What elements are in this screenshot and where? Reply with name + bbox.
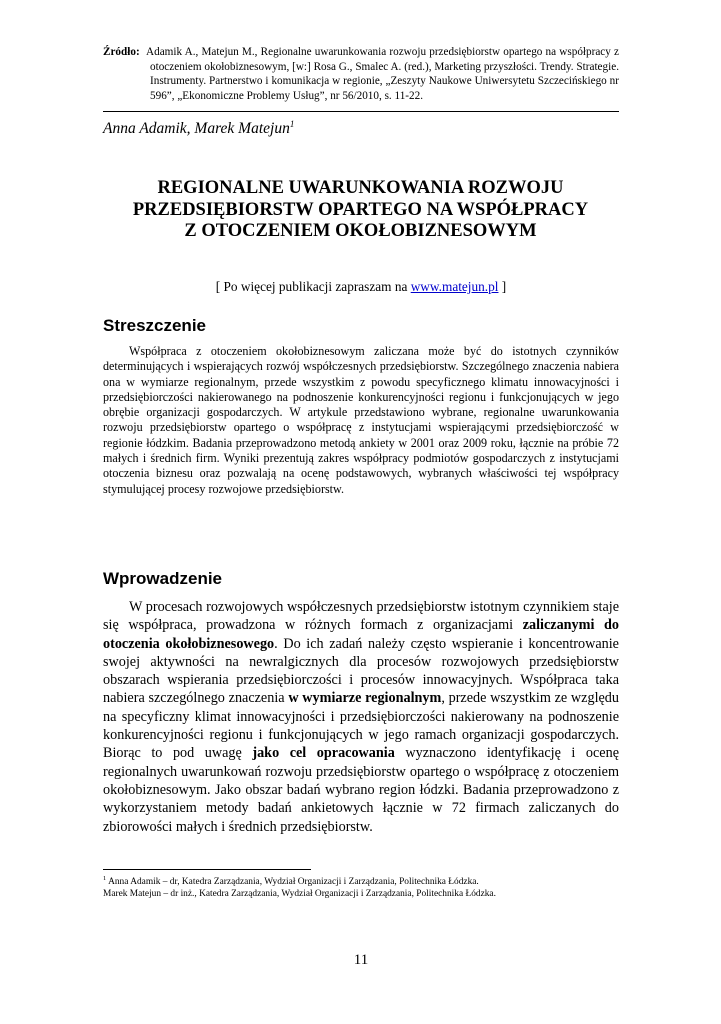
author-names: Anna Adamik, Marek Matejun [103, 120, 290, 137]
abstract-text: Współpraca z otoczeniem okołobiznesowym zaliczana może być do istotnych czynników determinujących i wspierających rozwój współczesnych przedsiębiorstw. Szczególnego znaczenia nabiera ona w wymiarze regionalnym, przede wszystkim z powodu specyficznego klimatu innowacyjności i przedsiębiorczości nakierowanego na podnoszenie konkurencyjności regionu i funkcjonujących w jego obrębie organizacji gospodarczych. W artykule przedstawiono wybrane, regionalne uwarunkowania rozwoju przedsiębiorstw opartego o współpracę z instytucjami wspierającymi przedsiębiorczość w regionie łódzkim. Badania przeprowadzono metodą ankiety w 2001 oraz 2009 roku, łącznie na próbie 72 małych i średnich firm. Wyniki prezentują zakres współpracy podmiotów gospodarczych z instytucjami otoczenia biznesu oraz pozwalają na ocenę podstawowych, wybranych właściwości tej współpracy stymulującej procesy rozwojowe przedsiębiorstw. [103, 344, 619, 496]
article-title [80, 178, 641, 243]
promo-prefix: [ Po więcej publikacji zapraszam na [215, 279, 411, 294]
publications-promo [103, 279, 619, 295]
source-citation [103, 45, 619, 103]
header-divider [103, 111, 619, 112]
website-link[interactable]: www.matejun.pl [410, 279, 499, 294]
title-line-2: PRZEDSIĘBIORSTW OPARTEGO NA WSPÓŁPRACY [132, 199, 589, 220]
intro-text-part-3: , przede wszystkim ze względu na specyficzny klimat innowacyjności i przedsiębiorczości nakierowany na podnoszenie konkurencyjności regionu i funkcjonujących w jego ramach organizacji gospodarczych. Biorąc to pod uwagę [103, 690, 619, 762]
intro-bold-1: zaliczanymi do otoczenia okołobiznesowego [103, 617, 619, 652]
intro-text-part-1: W procesach rozwojowych współczesnych przedsiębiorstw istotnym czynnikiem staje się współpraca, prowadzona w różnych formach z organizacjami [103, 599, 619, 634]
footnote-divider [103, 869, 311, 870]
intro-text [103, 598, 619, 836]
footnote-line-1: Anna Adamik – dr, Katedra Zarządzania, Wydział Organizacji i Zarządzania, Politechnika Łódzka. [106, 877, 479, 887]
authors [103, 120, 294, 138]
source-label: Źródło: [103, 46, 140, 58]
author-footnote-mark: 1 [289, 118, 295, 129]
page-number: 11 [353, 952, 369, 968]
source-text: Adamik A., Matejun M., Regionalne uwarunkowania rozwoju przedsiębiorstw opartego na współpracy z otoczeniem okołobiznesowym, [w:] Rosa G., Smalec A. (red.), Marketing przyszłości. Trendy. Strategie. Instrumenty. Partnerstwo i komunikacja w regionie, „Zeszyty Naukowe Uniwersytetu Szczecińskiego nr 596”, „Ekonomiczne Problemy Usług”, nr 56/2010, s. 11-22. [146, 46, 620, 102]
abstract-heading: Streszczenie [103, 316, 206, 335]
source-citation-body [103, 45, 619, 103]
promo-suffix: ] [498, 279, 507, 294]
footnote-1 [103, 876, 619, 888]
footnote-line-2: Marek Matejun – dr inż., Katedra Zarządzania, Wydział Organizacji i Zarządzania, Politechnika Łódzka. [103, 889, 496, 900]
title-line-1: REGIONALNE UWARUNKOWANIA ROZWOJU [157, 178, 564, 198]
intro-bold-3: jako cel opracowania [252, 745, 395, 762]
footnotes [103, 876, 619, 900]
title-line-3: Z OTOCZENIEM OKOŁOBIZNESOWYM [184, 221, 537, 241]
intro-heading: Wprowadzenie [103, 569, 223, 588]
footnote-mark: 1 [103, 874, 107, 882]
intro-bold-2: w wymiarze regionalnym [288, 690, 442, 707]
intro-text-part-2: . Do ich zadań należy często wspieranie i koncentrowanie swojej aktywności na newralgicznych dla procesów rozwojowych przedsiębiorstw obszarach wspierania przedsiębiorczości i procesów innowacyjnych. Współpraca taka nabiera szczególnego znaczenia [103, 635, 619, 707]
intro-text-part-4: wyznaczono identyfikację i ocenę regionalnych uwarunkowań rozwoju przedsiębiorstw opartego o współpracę z otoczeniem okołobiznesowym. Jako obszar badań wybrano region łódzki. Badania przeprowadzono z wykorzystaniem metody badań ankietowych łącznie w 72 firmach zaliczanych do zbiorowości małych i średnich przedsiębiorstw. [103, 745, 619, 835]
